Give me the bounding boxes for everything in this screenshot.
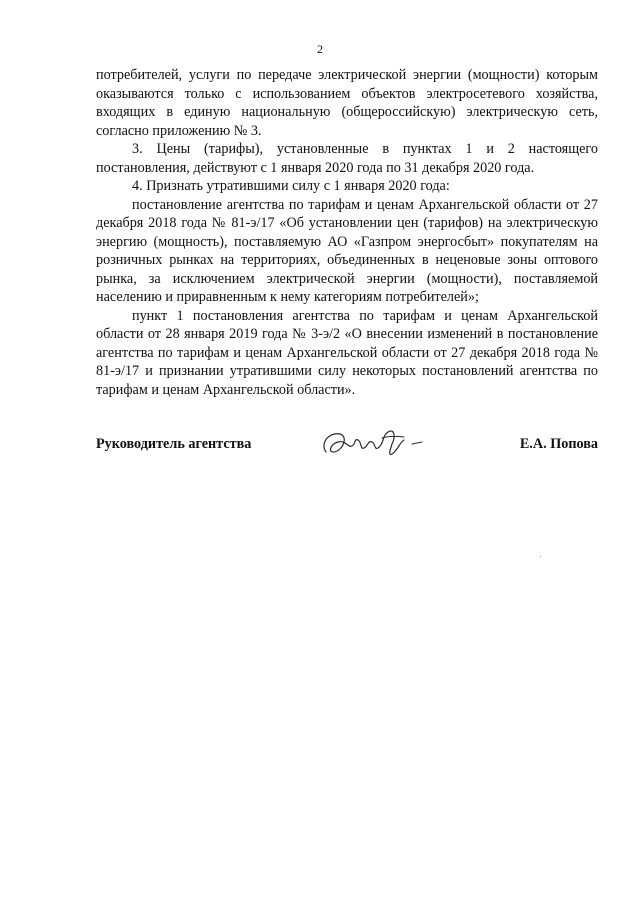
signatory-name: Е.А. Попова bbox=[519, 436, 598, 452]
page-number: 2 bbox=[317, 42, 323, 56]
paragraph-item-4: 4. Признать утратившими силу с 1 января 2020 года: bbox=[132, 178, 450, 194]
handwritten-signature bbox=[318, 422, 428, 466]
document-body bbox=[96, 66, 598, 399]
signature-block bbox=[96, 426, 598, 466]
scan-speck bbox=[540, 556, 541, 557]
paragraph-repealed-resolution: постановление агентства по тарифам и ценам Архангельской области от 27 декабря 2018 года № 81-э/17 «Об установлении цен (тарифов) на электрическую энергию (мощность), поставляемую АО «Газпром энергосбыт» покупателям на розничных рынках на территориях, объединенных в неценовые зоны оптового рынка, за исключением электрической энергии (мощности), поставляемой населению и приравненным к нему категориям потребителей»; bbox=[96, 196, 598, 305]
paragraph-repealed-clause: пункт 1 постановления агентства по тарифам и ценам Архангельской области от 28 января 2019 года № 3-э/2 «О внесении изменений в постановление агентства по тарифам и ценам Архангельской области от 27 декабря 2018 года № 81-э/17 и признании утратившими силу некоторых постановлений агентства по тарифам и ценам Архангельской области». bbox=[96, 307, 598, 398]
signatory-title: Руководитель агентства bbox=[96, 436, 252, 452]
paragraph-item-3: 3. Цены (тарифы), установленные в пунктах 1 и 2 настоящего постановления, действуют с 1 января 2020 года по 31 декабря 2020 года. bbox=[96, 141, 598, 176]
paragraph-consumers: потребителей, услуги по передаче электрической энергии (мощности) которым оказываются только с использованием объектов электросетевого хозяйства, входящих в единую национальную (общероссийскую) электрическую сеть, согласно приложению № 3. bbox=[96, 67, 598, 139]
